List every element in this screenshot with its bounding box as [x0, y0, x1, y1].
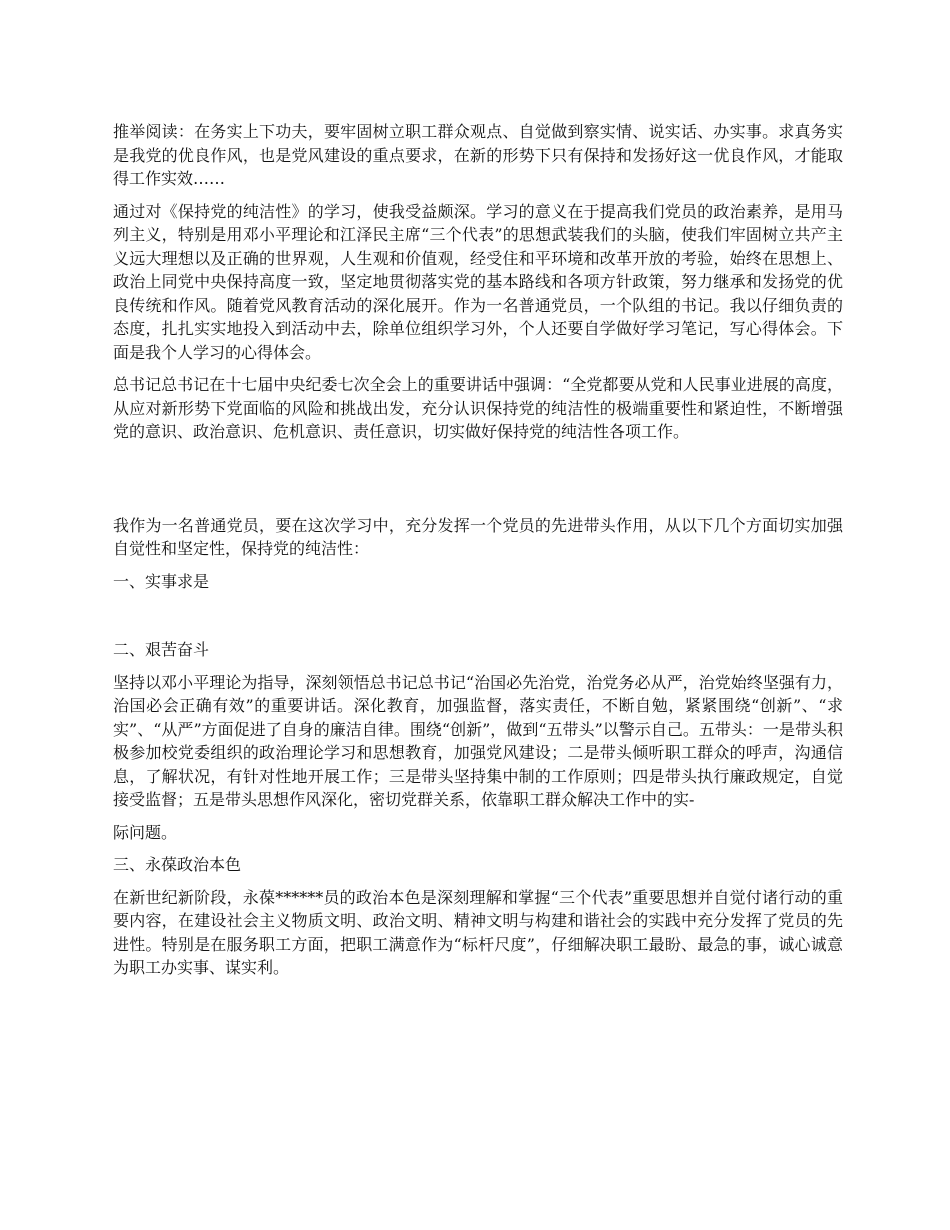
document-page	[113, 120, 843, 980]
blank-space	[113, 444, 843, 514]
political-character-paragraph: 在新世纪新阶段，永葆******员的政治本色是深刻理解和掌握“三个代表”重要思想并自觉付诸行动的重要内容，在建设社会主义物质文明、政治文明、精神文明与构建和谐社会的实践中充分发挥了党员的先进性。特别是在服务职工方面，把职工满意作为“标杆尺度”，仔细解决职工最盼、最急的事，诚心诚意为职工办实事、谋实利。	[113, 887, 843, 977]
section-heading-2: 二、艰苦奋斗	[113, 640, 210, 659]
section-heading-1: 一、实事求是	[113, 571, 210, 591]
commitment-paragraph: 我作为一名普通党员，要在这次学习中，充分发挥一个党员的先进带头作用，从以下几个方面切实加强自觉性和坚定性，保持党的纯洁性：	[113, 515, 843, 558]
hard-work-paragraph: 坚持以邓小平理论为指导，深刻领悟总书记总书记“治国必先治党，治党务必从严，治党始终坚强有力，治国必会正确有效”的重要讲话。深化教育，加强监督，落实责任，不断自勉，紧紧围绕“创新”、“求实”、“从严”方面促进了自身的廉洁自律。围绕“创新”，做到“五带头”以警示自己。五带头：一是带头积极参加校党委组织的政治理论学习和思想教育，加强党风建设；二是带头倾听职工群众的呼声，沟通信息，了解状况，有针对性地开展工作；三是带头坚持集中制的工作原则；四是带头执行廉政规定，自觉接受监督；五是带头思想作风深化，密切党群关系，依靠职工群众解决工作中的实-	[113, 672, 843, 809]
recommended-reading-paragraph: 推举阅读：在务实上下功夫，要牢固树立职工群众观点、自觉做到察实情、说实话、办实事。求真务实是我党的优良作风，也是党风建设的重点要求，在新的形势下只有保持和发扬好这一优良作风，才能取得工作实效……	[113, 122, 843, 188]
quote-paragraph: 总书记总书记在十七届中央纪委七次全会上的重要讲话中强调：“全党都要从党和人民事业进展的高度，从应对新形势下党面临的风险和挑战出发，充分认识保持党的纯洁性的极端重要性和紧迫性，不断增强党的意识、政治意识、危机意识、责任意识，切实做好保持党的纯洁性各项工作。	[113, 375, 843, 441]
intro-paragraph: 通过对《保持党的纯洁性》的学习，使我受益颇深。学习的意义在于提高我们党员的政治素养，是用马列主义，特别是用邓小平理论和江泽民主席“三个代表”的思想武装我们的头脑，使我们牢固树立共产主义远大理想以及正确的世界观，人生观和价值观，经受住和平环境和改革开放的考验，始终在思想上、政治上同党中央保持高度一致，坚定地贯彻落实党的基本路线和各项方针政策，努力继承和发扬党的优良传统和作风。随着党风教育活动的深化展开。作为一名普通党员，一个队组的书记。我以仔细负责的态度，扎扎实实地投入到活动中去，除单位组织学习外，个人还要自学做好学习笔记，写心得体会。下面是我个人学习的心得体会。	[113, 201, 843, 362]
hard-work-paragraph-continued: 际问题。	[113, 822, 178, 842]
blank-space	[113, 593, 843, 638]
section-heading-3: 三、永葆政治本色	[113, 855, 242, 874]
